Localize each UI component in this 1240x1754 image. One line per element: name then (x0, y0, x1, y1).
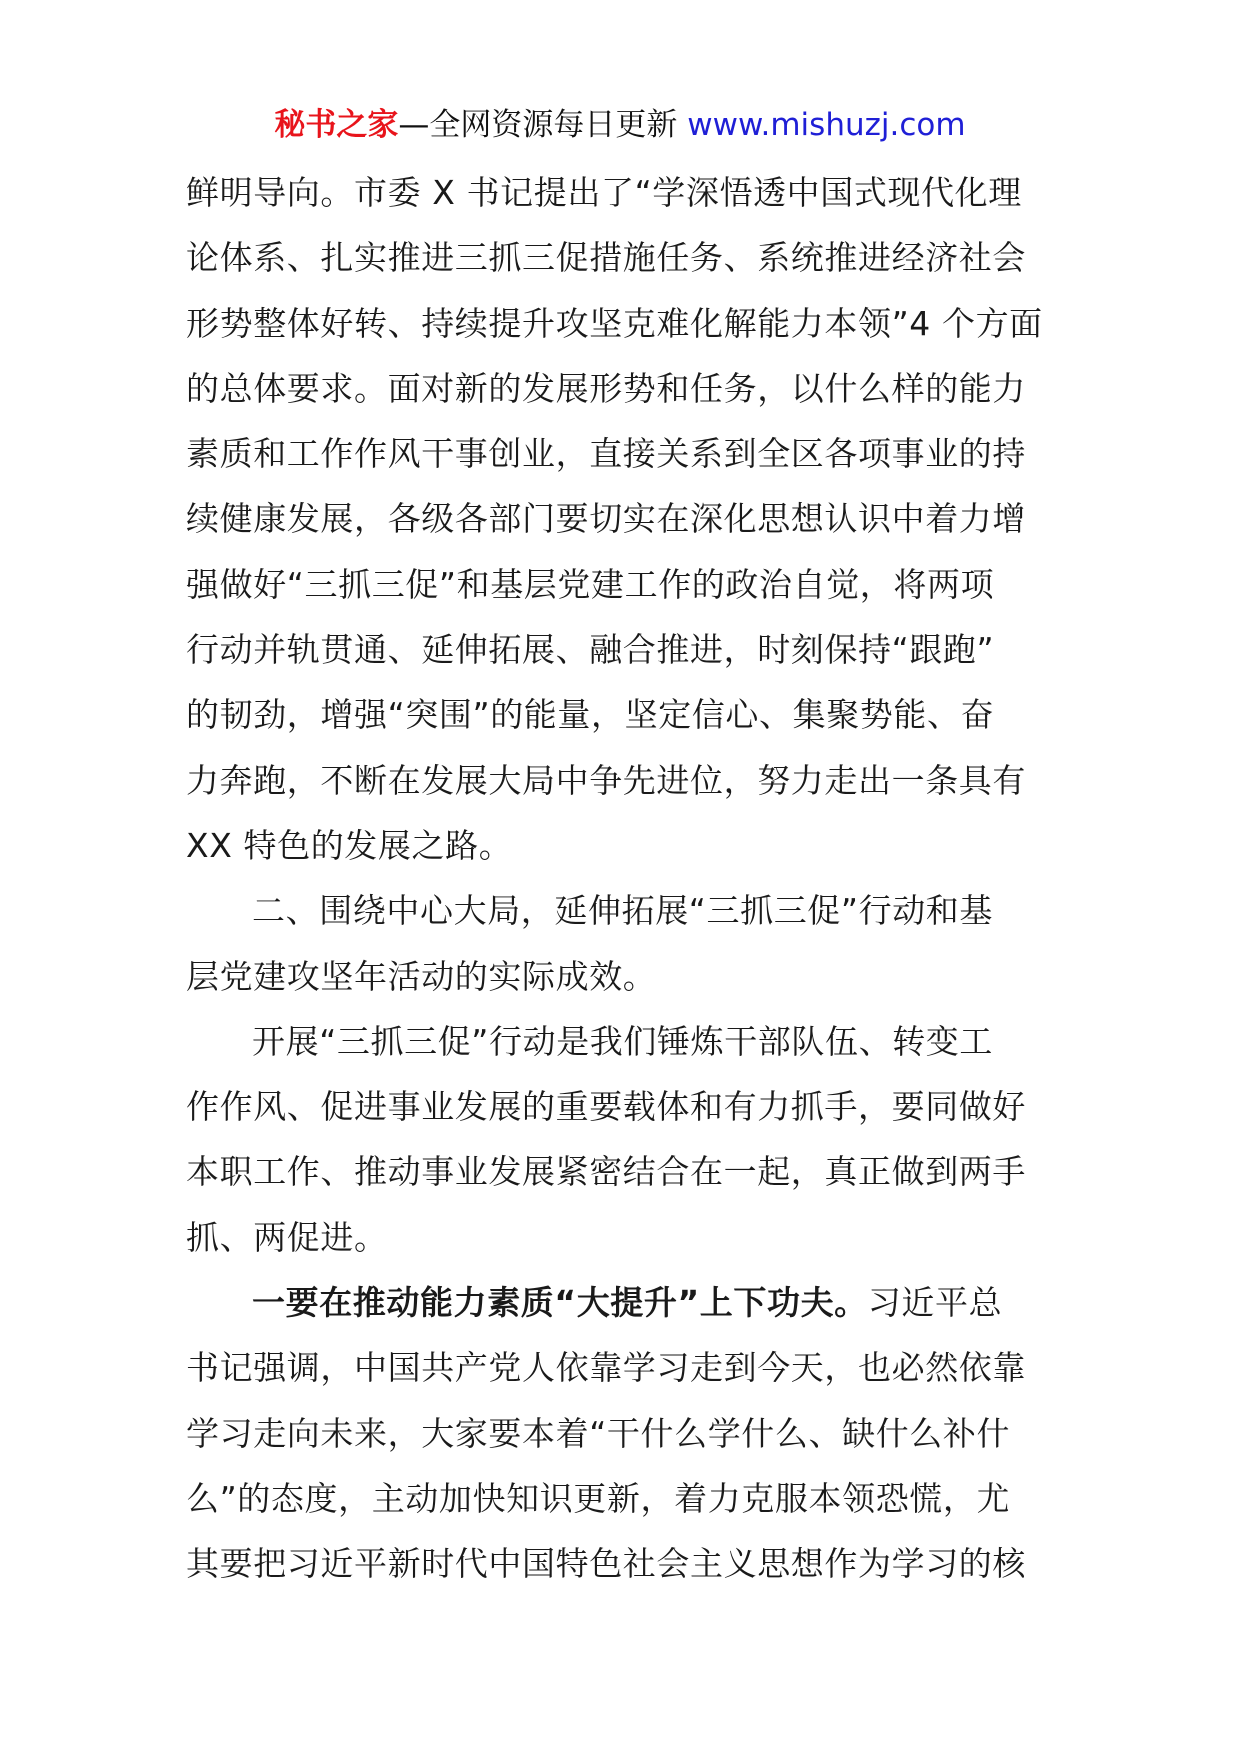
header-slogan: —全网资源每日更新 (398, 107, 688, 143)
text-line: 的总体要求。面对新的发展形势和任务，以什么样的能力 (186, 368, 1026, 408)
text-line: 么”的态度，主动加快知识更新，着力克服本领恐慌，尤 (186, 1478, 1011, 1518)
lead-continuation-text: 习近平总 (867, 1283, 1003, 1323)
document-body (186, 160, 1066, 1597)
bold-lead-line (186, 1270, 1066, 1335)
text-line: 续健康发展，各级各部门要切实在深化思想认识中着力增 (186, 499, 1026, 539)
site-url-link[interactable]: www.mishuzj.com (687, 107, 966, 143)
text-line: 力奔跑，不断在发展大局中争先进位，努力走出一条具有 (186, 760, 1026, 800)
text-line: XX 特色的发展之路。 (186, 825, 513, 865)
section-heading-line: 层党建攻坚年活动的实际成效。 (186, 956, 657, 996)
text-line: 抓、两促进。 (186, 1217, 388, 1257)
text-line: 鲜明导向。市委 X 书记提出了“学深悟透中国式现代化理 (186, 173, 1022, 212)
text-line: 素质和工作作风干事创业，直接关系到全区各项事业的持 (186, 434, 1026, 474)
text-line: 论体系、扎实推进三抓三促措施任务、系统推进经济社会 (186, 238, 1026, 278)
text-line: 强做好“三抓三促”和基层党建工作的政治自觉，将两项 (186, 564, 995, 604)
text-line: 书记强调，中国共产党人依靠学习走到今天，也必然依靠 (186, 1348, 1026, 1388)
text-line: 开展“三抓三促”行动是我们锤炼干部队伍、转变工 (252, 1021, 993, 1061)
text-line: 形势整体好转、持续提升攻坚克难化解能力本领”4 个方面 (186, 303, 1043, 343)
page-header (0, 103, 1240, 147)
text-line: 学习走向未来，大家要本着“干什么学什么、缺什么补什 (186, 1413, 1011, 1453)
text-line: 行动并轨贯通、延伸拓展、融合推进，时刻保持“跟跑” (186, 630, 995, 670)
text-line: 本职工作、推动事业发展紧密结合在一起，真正做到两手 (186, 1152, 1026, 1192)
text-line: 其要把习近平新时代中国特色社会主义思想作为学习的核 (186, 1544, 1026, 1584)
text-line: 作作风、促进事业发展的重要载体和有力抓手，要同做好 (186, 1087, 1026, 1127)
section-heading-line: 二、围绕中心大局，延伸拓展“三抓三促”行动和基 (252, 891, 993, 931)
brand-name: 秘书之家 (274, 107, 399, 143)
text-line: 的韧劲，增强“突围”的能量，坚定信心、集聚势能、奋 (186, 695, 995, 735)
bold-lead-text: 一要在推动能力素质“大提升”上下功夫。 (252, 1283, 868, 1323)
